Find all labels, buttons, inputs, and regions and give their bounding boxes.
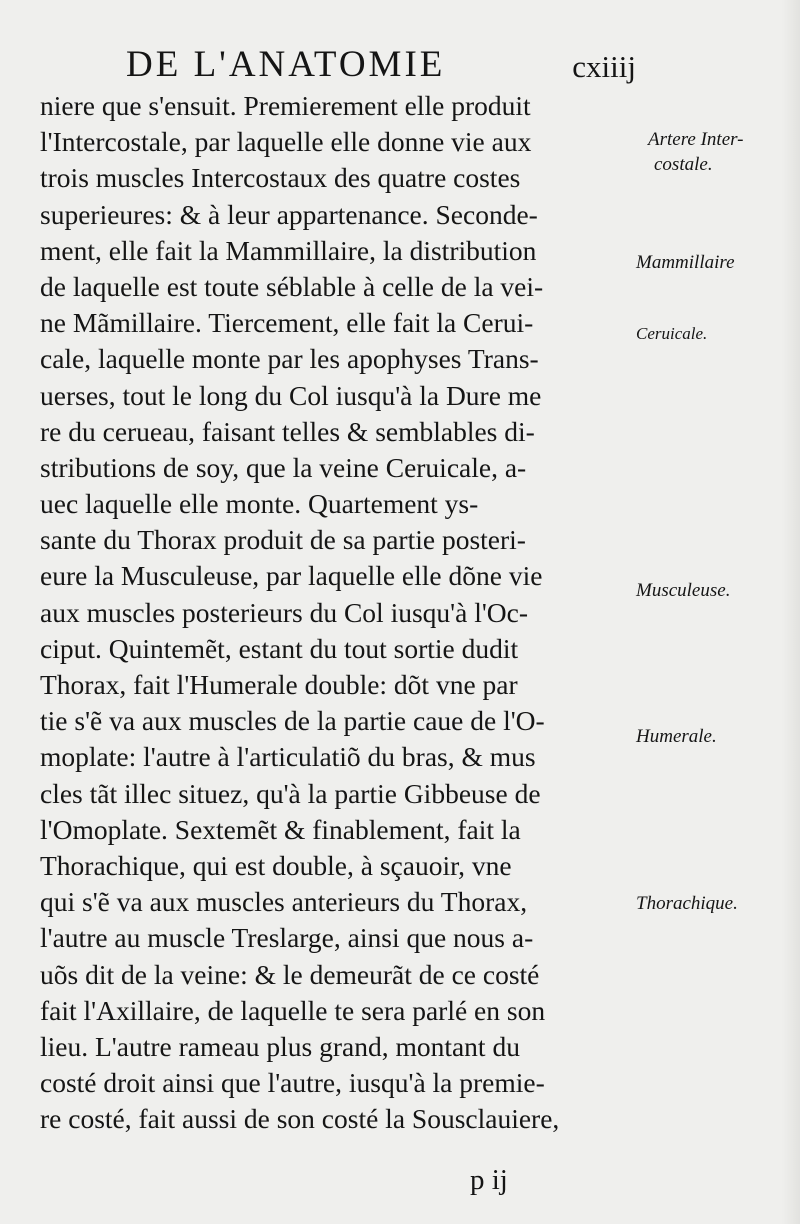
text-line: uec laquelle elle monte. Quartement ys- xyxy=(40,488,479,520)
text-line: cles tãt illec situez, qu'à la partie Gibbeuse de xyxy=(40,777,541,809)
text-line: niere que s'ensuit. Premierement elle produit xyxy=(40,90,531,121)
folio-number: cxiiij xyxy=(572,49,636,84)
text-line: Thorax, fait l'Humerale double: dõt vne par xyxy=(40,669,518,700)
text-line: re costé, fait aussi de son costé la Sousclauiere, xyxy=(40,1103,560,1135)
text-line: sante du Thorax produit de sa partie posteri- xyxy=(40,524,526,556)
text-line: uõs dit de la veine: & le demeurãt de ce costé xyxy=(40,958,540,990)
text-line: ment, elle fait la Mammillaire, la distribution xyxy=(40,234,537,266)
page-header xyxy=(126,40,636,90)
text-line: ciput. Quintemẽt, estant du tout sortie dudit xyxy=(40,632,519,664)
signature-mark: p ij xyxy=(470,1164,508,1196)
marginal-note-ceruicale: Ceruicale. xyxy=(636,324,708,343)
body-text xyxy=(40,88,640,1137)
text-line: tie s'ẽ va aux muscles de la partie caue de l'O- xyxy=(40,705,545,737)
running-head: DE L'ANATOMIE xyxy=(126,44,446,85)
text-line: uerses, tout le long du Col iusqu'à la Dure me xyxy=(40,379,542,411)
marginal-note-thorachique: Thorachique. xyxy=(636,893,738,914)
text-line: trois muscles Intercostaux des quatre costes xyxy=(40,162,521,194)
text-line: l'autre au muscle Treslarge, ainsi que nous a- xyxy=(40,922,534,954)
text-line: Thorachique, qui est double, à sçauoir, vne xyxy=(40,849,512,881)
text-line: lieu. L'autre rameau plus grand, montant du xyxy=(40,1030,520,1062)
text-line: moplate: l'autre à l'articulatiõ du bras, & mus xyxy=(40,741,536,773)
text-line: re du cerueau, faisant telles & semblables di- xyxy=(40,415,535,447)
marginal-note-costale: costale. xyxy=(654,154,713,175)
text-line: l'Omoplate. Sextemẽt & finablement, fait la xyxy=(40,813,521,845)
text-line: stributions de soy, que la veine Ceruicale, a- xyxy=(40,451,527,483)
marginal-note-musculeuse: Musculeuse. xyxy=(636,580,731,601)
text-line: cale, laquelle monte par les apophyses Trans- xyxy=(40,343,539,375)
text-line: eure la Musculeuse, par laquelle elle dõne vie xyxy=(40,560,543,592)
page-edge xyxy=(782,0,800,1224)
text-line: fait l'Axillaire, de laquelle te sera parlé en son xyxy=(40,994,546,1026)
marginal-note-artere-intercostale: Artere Inter- xyxy=(648,129,744,150)
text-line: qui s'ẽ va aux muscles anterieurs du Thorax, xyxy=(40,886,528,918)
text-line: costé droit ainsi que l'autre, iusqu'à la premie- xyxy=(40,1067,545,1099)
text-line: ne Mãmillaire. Tiercement, elle fait la Cerui- xyxy=(40,307,534,339)
text-line: superieures: & à leur appartenance. Seconde- xyxy=(40,198,538,230)
text-line: l'Intercostale, par laquelle elle donne vie aux xyxy=(40,126,532,158)
marginal-note-humerale: Humerale. xyxy=(636,726,717,747)
text-line: aux muscles posterieurs du Col iusqu'à l'Oc- xyxy=(40,596,529,628)
text-line: de laquelle est toute séblable à celle de la vei- xyxy=(40,270,544,302)
marginal-note-mammillaire: Mammillaire xyxy=(636,252,735,273)
